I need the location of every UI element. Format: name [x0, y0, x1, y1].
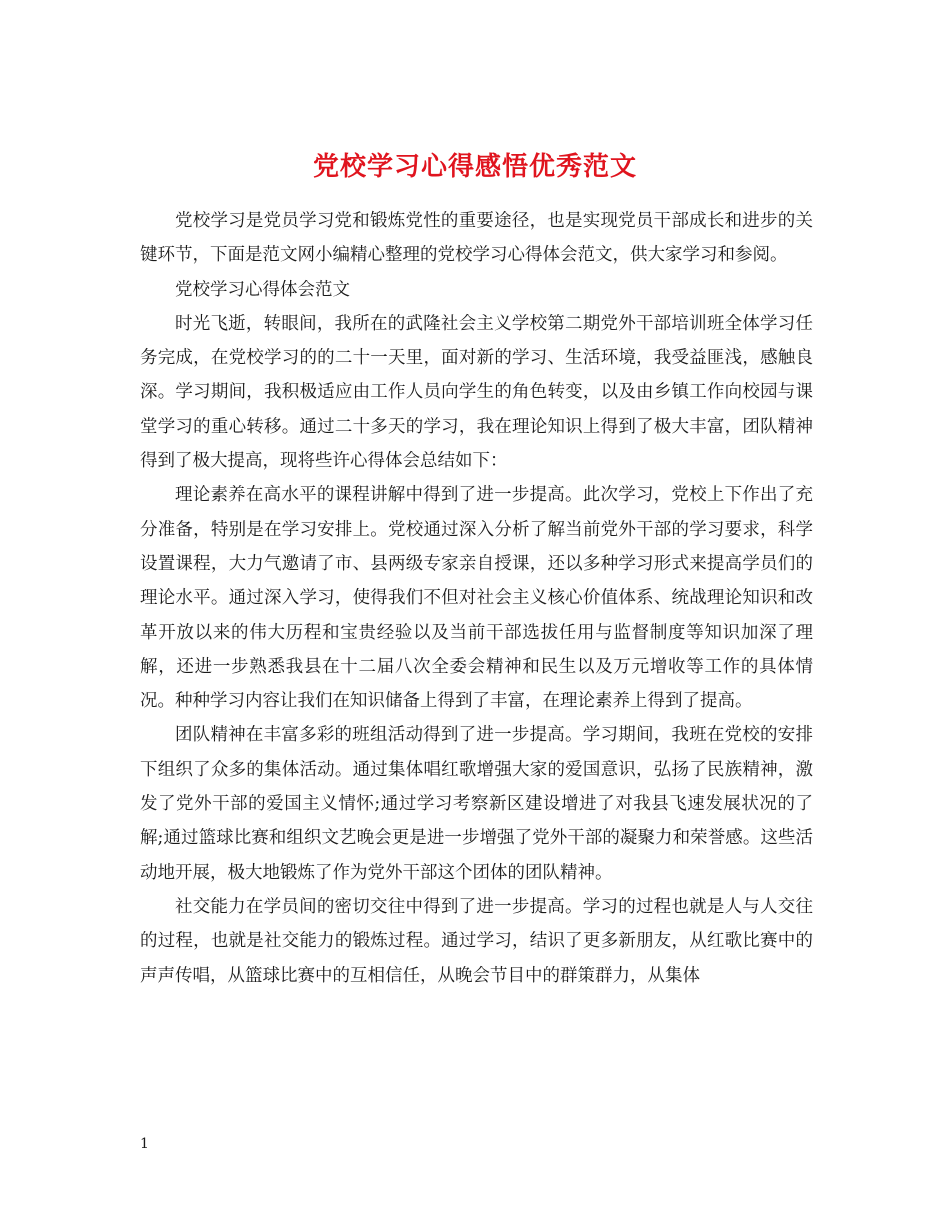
- body-paragraph: 团队精神在丰富多彩的班组活动得到了进一步提高。学习期间，我班在党校的安排下组织了众多的集体活动。通过集体唱红歌增强大家的爱国意识，弘扬了民族精神，激发了党外干部的爱国主义情怀;通过学习考察新区建设增进了对我县飞速发展状况的了解;通过篮球比赛和组织文艺晚会更是进一步增强了党外干部的凝聚力和荣誉感。这些活动地开展，极大地锻炼了作为党外干部这个团体的团队精神。: [140, 725, 813, 883]
- body-paragraph: 时光飞逝，转眼间，我所在的武隆社会主义学校第二期党外干部培训班全体学习任务完成，在党校学习的的二十一天里，面对新的学习、生活环境，我受益匪浅，感触良深。学习期间，我积极适应由工作人员向学生的角色转变，以及由乡镇工作向校园与课堂学习的重心转移。通过二十多天的学习，我在理论知识上得到了极大丰富，团队精神得到了极大提高，现将些许心得体会总结如下：: [140, 313, 813, 472]
- intro-paragraph: 党校学习是党员学习党和锻炼党性的重要途径，也是实现党员干部成长和进步的关键环节，下面是范文网小编精心整理的党校学习心得体会范文，供大家学习和参阅。: [140, 211, 813, 266]
- section-heading: 党校学习心得体会范文: [175, 279, 350, 300]
- body-paragraph: 社交能力在学员间的密切交往中得到了进一步提高。学习的过程也就是人与人交往的过程，也就是社交能力的锻炼过程。通过学习，结识了更多新朋友，从红歌比赛中的声声传唱，从篮球比赛中的互相信任，从晚会节目中的群策群力，从集体: [140, 896, 813, 986]
- body-paragraph: 理论素养在高水平的课程讲解中得到了进一步提高。此次学习，党校上下作出了充分准备，特别是在学习安排上。党校通过深入分析了解当前党外干部的学习要求，科学设置课程，大力气邀请了市、县两级专家亲自授课，还以多种学习形式来提高学员们的理论水平。通过深入学习，使得我们不但对社会主义核心价值体系、统战理论知识和改革开放以来的伟大历程和宝贵经验以及当前干部选拔任用与监督制度等知识加深了理解，还进一步熟悉我县在十二届八次全委会精神和民生以及万元增收等工作的具体情况。种种学习内容让我们在知识储备上得到了丰富，在理论素养上得到了提高。: [140, 485, 813, 712]
- document-body: [140, 204, 813, 993]
- page-number: 1: [140, 1136, 149, 1152]
- document-title: 党校学习心得感悟优秀范文: [312, 152, 637, 183]
